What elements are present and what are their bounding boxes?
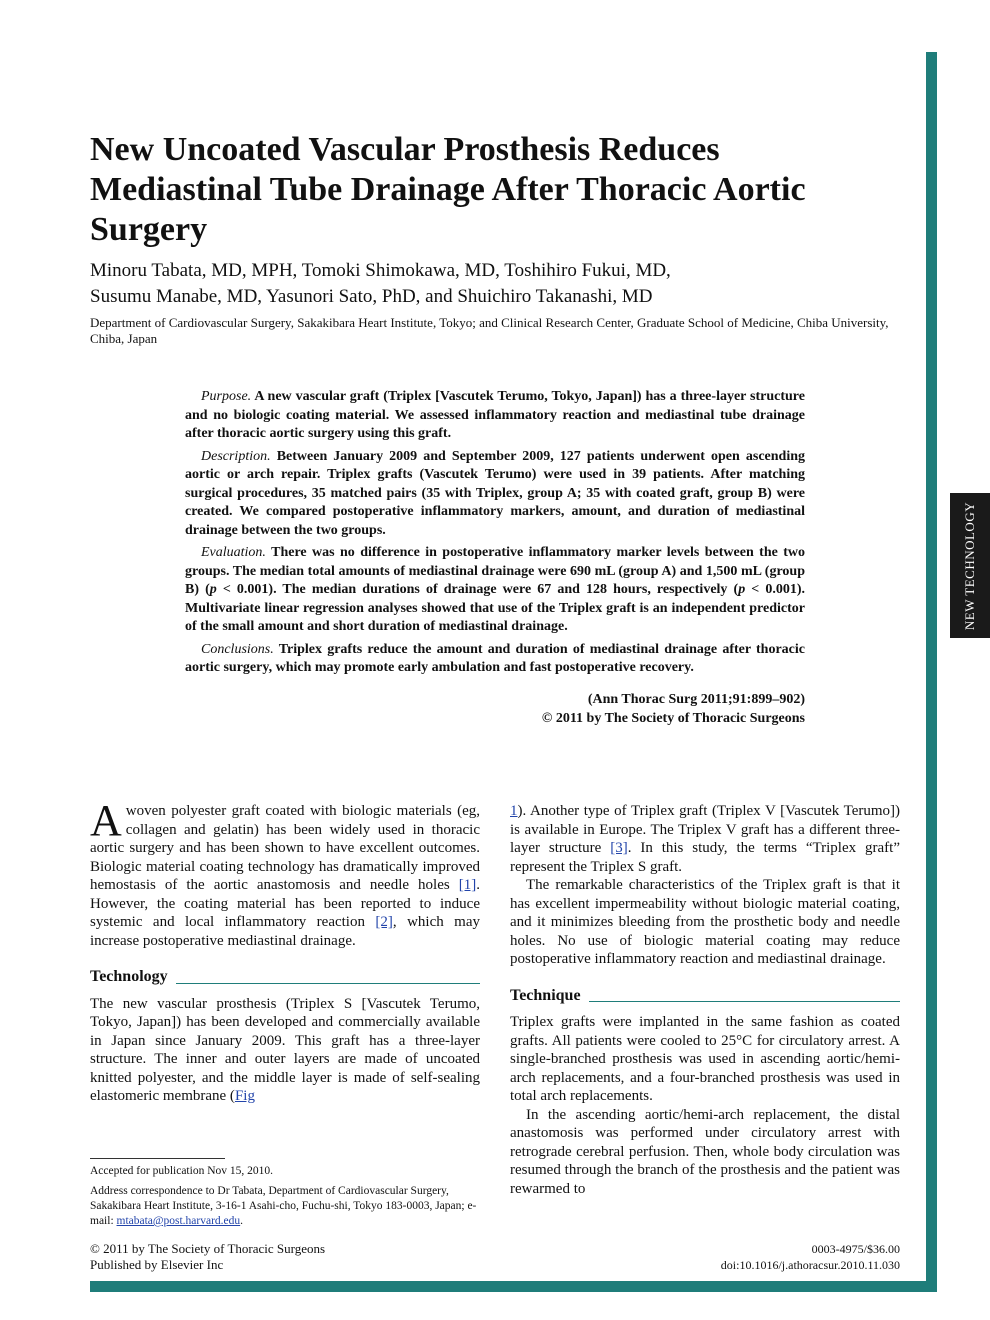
intro-text-1: woven polyester graft coated with biologic materials (eg, collagen and gelatin) has been widely used in thoracic aortic surgery and has been shown to have excellent outcomes. Biologic material coating technology has dramatically improved hemostasis of the aortic anastomosis and needle holes — [90, 803, 480, 893]
citation — [185, 690, 805, 728]
technology-heading-text: Technology — [90, 968, 168, 985]
evaluation-text-3: < 0.001). Multivariate linear regression analyses showed that use of the Triplex graft is an independent predictor of the small amount and short duration of mediastinal drainage. — [185, 582, 806, 634]
correspondence-end: . — [240, 1215, 244, 1227]
technique-heading — [510, 987, 900, 1006]
section-side-tab — [950, 493, 990, 638]
purpose-text: A new vascular graft (Triplex [Vascutek Terumo, Tokyo, Japan]) has a three-layer structure and no biologic coating material. We assessed inflammatory reaction and mediastinal tube drainage after thoracic aortic surgery using this graft. — [185, 389, 805, 441]
right-paragraph-2: The remarkable characteristics of the Triplex graft is that it has excellent impermeability without biologic material coating, and it minimizes bleeding from the prosthetic body and needle holes. No use of biologic material coating may reduce postoperative inflammatory reaction and mediastinal drainage. — [510, 877, 900, 967]
conclusions-text: Triplex grafts reduce the amount and duration of mediastinal drainage after thoracic aortic surgery, which may promote early ambulation and fast postoperative recovery. — [185, 641, 806, 675]
side-tab-label: NEW TECHNOLOGY — [962, 501, 978, 630]
accent-bar-bottom — [90, 1281, 937, 1292]
technique-paragraph-2: In the ascending aortic/hemi-arch replacement, the distal anastomosis was performed under circulatory arrest with retrograde cerebral perfusion. Then, whole body circulation was resumed through the branch of the prosthesis and the patient was rewarmed to — [510, 1106, 900, 1197]
intro-paragraph — [90, 796, 481, 950]
technology-paragraph — [90, 995, 480, 1106]
footer-left — [90, 1241, 325, 1273]
description-text: Between January 2009 and September 2009, 127 patients underwent open ascending aortic or arch repair. Triplex grafts (Vascutek Terumo) were used in 39 patients. After matching surgical procedures, 35 matched pairs (35 with Triplex, group A; 35 with coated graft, group B) were created. We compared postoperative inflammatory markers, amount, and duration of mediastinal drainage between the two groups. — [185, 448, 805, 538]
reference-link-1[interactable]: [1] — [458, 877, 477, 893]
footnote-divider — [90, 1158, 225, 1159]
evaluation-text-2: < 0.001). The median durations of drainage were 67 and 128 hours, respectively ( — [216, 582, 739, 597]
drop-cap: A — [90, 796, 122, 845]
figure-link-part1[interactable]: Fig — [234, 1088, 255, 1104]
accent-bar-right — [926, 52, 937, 1292]
p-value-symbol: p — [209, 582, 217, 597]
authors-line-2: Susumu Manabe, MD, Yasunori Sato, PhD, and Shuichiro Takanashi, MD — [90, 286, 653, 307]
body-column-right — [510, 802, 900, 1198]
correspondence-address: Address correspondence to Dr Tabata, Department of Cardiovascular Surgery, Sakakibara Heart Institute, 3-16-1 Asahi-cho, Fuchu-shi, Tokyo 183-0003, Japan; e-mail: — [90, 1185, 477, 1227]
article-title: New Uncoated Vascular Prosthesis Reduces Mediastinal Tube Drainage After Thoracic Aortic Surgery — [90, 131, 806, 248]
footer-right — [600, 1241, 900, 1273]
intro-text-2: . However, the coating material has been reported to induce systemic and local inflammatory reaction — [90, 877, 480, 930]
body-column-left — [90, 796, 481, 1106]
evaluation-text-1: There was no difference in postoperative inflammatory marker levels between the two groups. The median total amounts of mediastinal drainage were 690 mL (group A) and 1,500 mL (group B) ( — [185, 545, 806, 597]
right-paragraph-1 — [510, 802, 900, 876]
footer-issn: 0003-4975/$36.00 — [811, 1242, 900, 1256]
citation-journal: (Ann Thorac Surg 2011;91:899–902) — [587, 691, 805, 707]
accepted-note: Accepted for publication Nov 15, 2010. — [90, 1165, 273, 1177]
intro-text-3: , which may increase postoperative mediastinal drainage. — [90, 914, 481, 949]
description-label: Description. — [201, 448, 271, 464]
abstract — [185, 388, 805, 728]
citation-copyright: © 2011 by The Society of Thoracic Surgeons — [541, 710, 805, 726]
right-text-2: . In this study, the terms “Triplex graft” represent the Triplex S graft. — [510, 840, 900, 875]
reference-link-2[interactable]: [2] — [375, 914, 393, 930]
right-text-1: ). Another type of Triplex graft (Triplex V [Vascutek Terumo]) is available in Europe. The Triplex V graft has a different three-layer structure — [510, 803, 900, 856]
footer-doi: doi:10.1016/j.athoracsur.2010.11.030 — [720, 1258, 900, 1272]
authors-line-1: Minoru Tabata, MD, MPH, Tomoki Shimokawa, MD, Toshihiro Fukui, MD, — [90, 260, 671, 281]
technology-text-1: The new vascular prosthesis (Triplex S [Vascutek Terumo, Tokyo, Japan]) has been developed and commercially available in Japan since January 2009. This graft has a three-layer structure. The inner and outer layers are made of uncoated knitted polyester, and the middle layer is made of self-sealing elastomeric membrane ( — [90, 995, 480, 1104]
purpose-label: Purpose. — [201, 389, 252, 404]
abstract-evaluation — [185, 544, 805, 637]
abstract-purpose — [185, 388, 805, 444]
technique-heading-text: Technique — [510, 986, 581, 1004]
author-list — [90, 258, 870, 310]
abstract-description — [185, 448, 805, 541]
technique-paragraph-1: Triplex grafts were implanted in the same fashion as coated grafts. All patients were cooled to 25°C for circulatory arrest. A single-branched prosthesis was used in ascending aortic/hemi-arch replacements, and a four-branched prosthesis was used in total arch replacements. — [510, 1014, 900, 1104]
figure-link-part2[interactable]: 1 — [510, 803, 518, 819]
footer-publisher: Published by Elsevier Inc — [90, 1257, 224, 1272]
heading-rule — [176, 983, 480, 984]
email-link[interactable]: mtabata@post.harvard.edu — [116, 1215, 241, 1227]
reference-link-3[interactable]: [3] — [610, 840, 628, 856]
abstract-conclusions — [185, 641, 805, 678]
technology-heading — [90, 968, 480, 987]
p-value-symbol: p — [738, 582, 746, 597]
footnotes — [90, 1158, 480, 1234]
affiliation: Department of Cardiovascular Surgery, Sakakibara Heart Institute, Tokyo; and Clinical Research Center, Graduate School of Medicine, Chiba University, Chiba, Japan — [90, 315, 889, 346]
evaluation-label: Evaluation. — [201, 545, 266, 560]
correspondence-note — [90, 1184, 480, 1229]
footer-copyright: © 2011 by The Society of Thoracic Surgeons — [90, 1241, 326, 1256]
heading-rule — [589, 1001, 900, 1002]
conclusions-label: Conclusions. — [201, 641, 274, 657]
